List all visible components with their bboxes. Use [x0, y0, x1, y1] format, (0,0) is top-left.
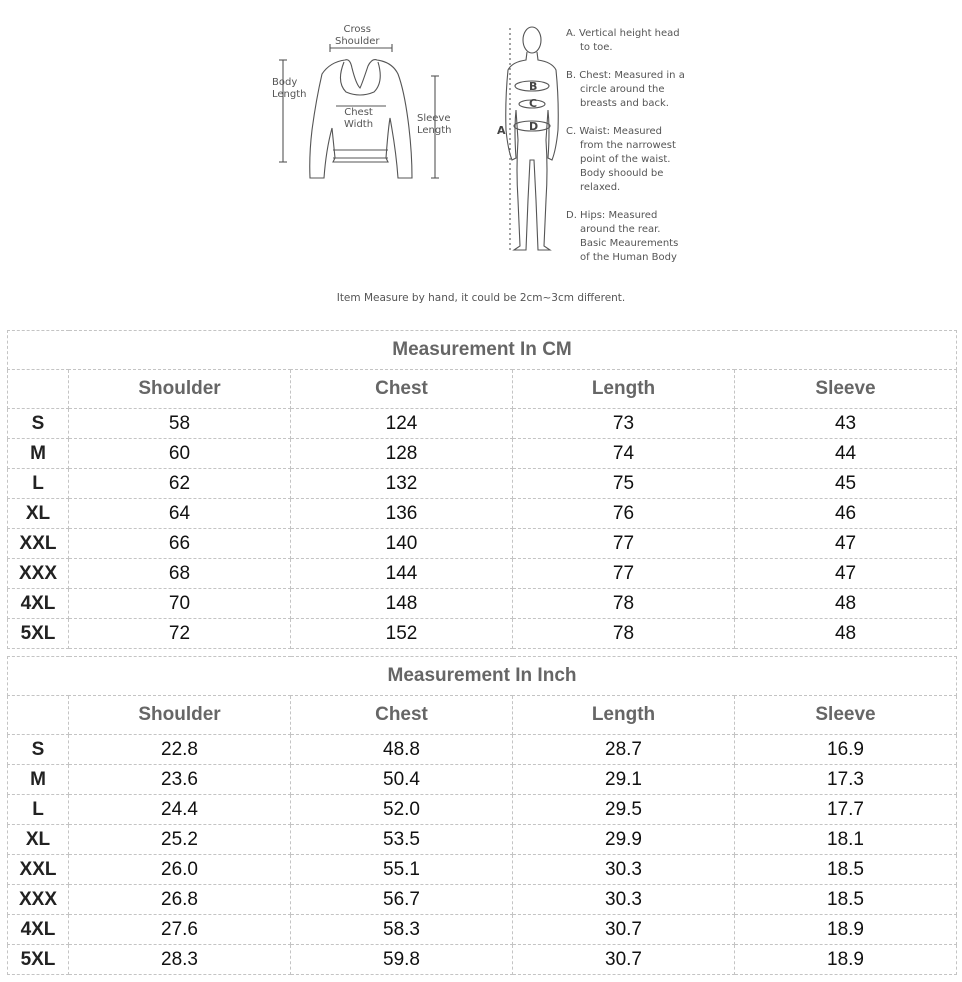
size-label: XXL [8, 855, 69, 885]
measurement-value: 48 [735, 619, 957, 649]
size-label: M [8, 439, 69, 469]
measurement-value: 29.5 [513, 795, 735, 825]
measurement-value: 66 [69, 529, 291, 559]
body-length-line2: Length [272, 89, 307, 100]
table-row [8, 499, 957, 529]
size-label: XXL [8, 529, 69, 559]
measurement-value: 58 [69, 409, 291, 439]
size-label: L [8, 469, 69, 499]
measurement-value: 47 [735, 559, 957, 589]
measurement-value: 30.3 [513, 885, 735, 915]
measurement-value: 45 [735, 469, 957, 499]
body-length-line1: Body [272, 77, 298, 88]
measurement-value: 140 [291, 529, 513, 559]
measurement-value: 55.1 [291, 855, 513, 885]
measurement-value: 29.9 [513, 825, 735, 855]
note-c [566, 125, 676, 195]
measurement-value: 25.2 [69, 825, 291, 855]
cm-size-table [7, 330, 957, 649]
note-b-line2: circle around the [580, 84, 665, 95]
measurement-value: 77 [513, 559, 735, 589]
inch-header-length: Length [513, 696, 735, 735]
note-d-line2: around the rear. [580, 224, 661, 235]
note-d-line1: D. Hips: Measured [566, 210, 658, 221]
note-b [566, 69, 685, 111]
inch-header-size [8, 696, 69, 735]
inch-header-shoulder: Shoulder [69, 696, 291, 735]
inch-header-sleeve: Sleeve [735, 696, 957, 735]
measurement-value: 48 [735, 589, 957, 619]
note-c-line1: C. Waist: Measured [566, 126, 663, 137]
sleeve-length-label [417, 113, 452, 137]
measurement-value: 58.3 [291, 915, 513, 945]
note-a [566, 27, 680, 55]
cm-header-sleeve: Sleeve [735, 370, 957, 409]
inch-header-chest: Chest [291, 696, 513, 735]
figure-head [523, 27, 541, 53]
chest-letter-b: B [529, 80, 538, 93]
size-label: 5XL [8, 945, 69, 975]
measurement-value: 78 [513, 619, 735, 649]
sweater-collar [340, 62, 380, 95]
measurement-value: 50.4 [291, 765, 513, 795]
table-row [8, 735, 957, 765]
measurement-value: 16.9 [735, 735, 957, 765]
cross-shoulder-line1: Cross [343, 24, 371, 35]
note-c-line2: from the narrowest [580, 140, 676, 151]
measurement-value: 59.8 [291, 945, 513, 975]
measurement-value: 148 [291, 589, 513, 619]
table-row [8, 945, 957, 975]
size-label: S [8, 409, 69, 439]
measurement-value: 30.7 [513, 945, 735, 975]
measurement-value: 144 [291, 559, 513, 589]
measurement-value: 62 [69, 469, 291, 499]
measurement-value: 52.0 [291, 795, 513, 825]
size-label: XXX [8, 885, 69, 915]
measurement-value: 26.0 [69, 855, 291, 885]
measurement-value: 22.8 [69, 735, 291, 765]
cm-header-length: Length [513, 370, 735, 409]
measurement-value: 47 [735, 529, 957, 559]
size-label: 4XL [8, 589, 69, 619]
table-row [8, 915, 957, 945]
measurement-value: 75 [513, 469, 735, 499]
table-row [8, 825, 957, 855]
inch-table-title: Measurement In Inch [8, 657, 957, 696]
measurement-value: 64 [69, 499, 291, 529]
table-row [8, 795, 957, 825]
measurement-value: 44 [735, 439, 957, 469]
height-letter-a: A [497, 124, 506, 137]
chest-width-line1: Chest [344, 107, 373, 118]
inch-header-row [8, 696, 957, 735]
note-d [566, 209, 678, 265]
size-label: M [8, 765, 69, 795]
measurement-value: 30.3 [513, 855, 735, 885]
measurement-value: 17.3 [735, 765, 957, 795]
measurement-value: 46 [735, 499, 957, 529]
chest-width-line2: Width [344, 119, 374, 130]
measurement-value: 18.5 [735, 855, 957, 885]
measurement-value: 56.7 [291, 885, 513, 915]
measurement-value: 27.6 [69, 915, 291, 945]
table-row [8, 439, 957, 469]
table-row [8, 559, 957, 589]
size-label: 5XL [8, 619, 69, 649]
body-length-label [272, 77, 307, 101]
diagram-drawing [0, 0, 962, 325]
cross-shoulder-label [335, 24, 380, 48]
measurement-value: 68 [69, 559, 291, 589]
measurement-value: 24.4 [69, 795, 291, 825]
note-b-line1: B. Chest: Measured in a [566, 70, 685, 81]
chest-width-label [344, 107, 373, 131]
measurement-value: 74 [513, 439, 735, 469]
sleeve-length-line2: Length [417, 125, 452, 136]
measurement-value: 29.1 [513, 765, 735, 795]
cm-table-title: Measurement In CM [8, 331, 957, 370]
hips-letter-d: D [529, 120, 539, 133]
measurement-value: 73 [513, 409, 735, 439]
note-c-line4: Body shoould be [580, 168, 664, 179]
measurement-value: 60 [69, 439, 291, 469]
table-row [8, 765, 957, 795]
measurement-value: 136 [291, 499, 513, 529]
measurement-value: 70 [69, 589, 291, 619]
cm-header-row [8, 370, 957, 409]
note-c-line3: point of the waist. [580, 154, 671, 165]
note-b-line3: breasts and back. [580, 98, 669, 109]
table-row [8, 589, 957, 619]
size-label: 4XL [8, 915, 69, 945]
cm-header-size [8, 370, 69, 409]
size-label: XL [8, 825, 69, 855]
sleeve-length-line1: Sleeve [417, 113, 451, 124]
measurement-value: 48.8 [291, 735, 513, 765]
measurement-value: 18.9 [735, 945, 957, 975]
measurement-value: 53.5 [291, 825, 513, 855]
table-row [8, 469, 957, 499]
measurement-value: 17.7 [735, 795, 957, 825]
measurement-value: 28.3 [69, 945, 291, 975]
note-c-line5: relaxed. [580, 182, 621, 193]
size-label: L [8, 795, 69, 825]
inch-table-body [8, 735, 957, 975]
cm-header-chest: Chest [291, 370, 513, 409]
inch-size-table [7, 656, 957, 975]
measurement-value: 132 [291, 469, 513, 499]
measurement-value: 18.9 [735, 915, 957, 945]
measurement-value: 78 [513, 589, 735, 619]
size-label: XL [8, 499, 69, 529]
measurement-value: 18.1 [735, 825, 957, 855]
cross-shoulder-line2: Shoulder [335, 36, 380, 47]
measurement-value: 77 [513, 529, 735, 559]
size-label: XXX [8, 559, 69, 589]
measurement-value: 128 [291, 439, 513, 469]
measurement-value: 152 [291, 619, 513, 649]
measurement-value: 72 [69, 619, 291, 649]
measurement-diagram [0, 0, 962, 325]
measurement-value: 30.7 [513, 915, 735, 945]
measurement-value: 26.8 [69, 885, 291, 915]
measurement-value: 124 [291, 409, 513, 439]
measure-caption: Item Measure by hand, it could be 2cm~3cm different. [336, 292, 626, 304]
size-label: S [8, 735, 69, 765]
waist-letter-c: C [529, 97, 538, 110]
table-row [8, 885, 957, 915]
measurement-value: 28.7 [513, 735, 735, 765]
table-row [8, 409, 957, 439]
measurement-value: 23.6 [69, 765, 291, 795]
note-a-line1: A. Vertical height head [566, 28, 680, 39]
sweater-hem [333, 150, 388, 158]
measurement-value: 76 [513, 499, 735, 529]
measurement-value: 43 [735, 409, 957, 439]
table-row [8, 529, 957, 559]
note-d-line4: of the Human Body [580, 252, 677, 263]
note-d-line3: Basic Meaurements [580, 238, 679, 249]
table-row [8, 855, 957, 885]
cm-header-shoulder: Shoulder [69, 370, 291, 409]
measurement-value: 18.5 [735, 885, 957, 915]
note-a-line2: to toe. [580, 42, 613, 53]
table-row [8, 619, 957, 649]
cm-table-body [8, 409, 957, 649]
